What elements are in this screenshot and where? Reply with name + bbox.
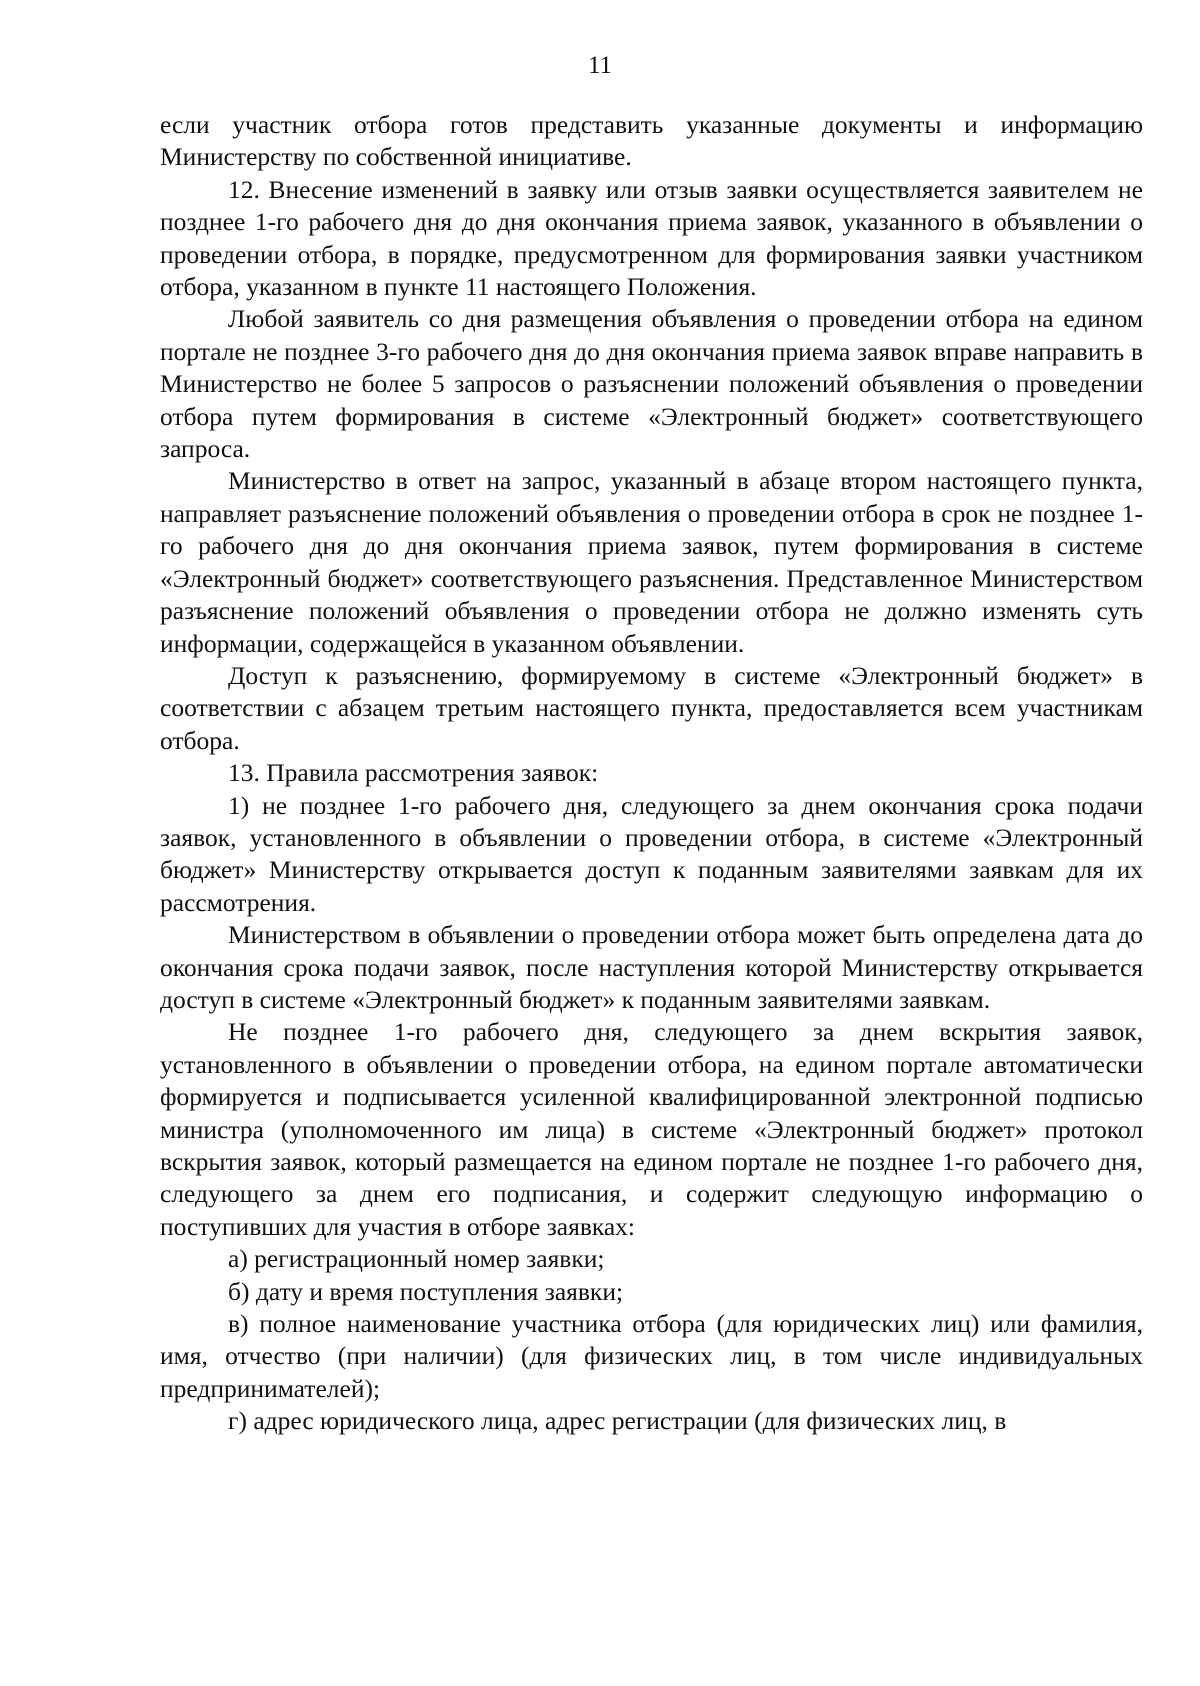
document-body: [160, 109, 1143, 1438]
paragraph-item-12: 12. Внесение изменений в заявку или отзыв заявки осуществляется заявителем не позднее 1-го рабочего дня до дня окончания приема заявок, указанного в объявлении о проведении отбора, в порядке, предусмотренном для формирования заявки участником отбора, указанном в пункте 11 настоящего Положения.: [160, 174, 1143, 302]
paragraph-continuation: если участник отбора готов представить указанные документы и информацию Министерству по собственной инициативе.: [160, 110, 1143, 172]
paragraph-subitem-1: 1) не позднее 1-го рабочего дня, следующего за днем окончания срока подачи заявок, установленного в объявлении о проведении отбора, в системе «Электронный бюджет» Министерству открывается доступ к поданным заявителями заявкам для их рассмотрения.: [160, 790, 1143, 917]
paragraph-clarification-request: Любой заявитель со дня размещения объявления о проведении отбора на едином портале не позднее 3-го рабочего дня до дня окончания приема заявок вправе направить в Министерство не более 5 запросов о разъяснении положений объявления о проведении отбора путем формирования в системе «Электронный бюджет» соответствующего запроса.: [160, 304, 1143, 464]
paragraph-opening-protocol: Не позднее 1-го рабочего дня, следующего за днем вскрытия заявок, установленного в объявлении о проведении отбора, на едином портале автоматически формируется и подписывается усиленной квалифицированной электронной подписью министра (уполномоченного им лица) в системе «Электронный бюджет» протокол вскрытия заявок, который размещается на едином портале не позднее 1-го рабочего дня, следующего за днем его подписания, и содержит следующую информацию о поступивших для участия в отборе заявках:: [160, 1017, 1143, 1241]
paragraph-clarification-access: Доступ к разъяснению, формируемому в системе «Электронный бюджет» в соответствии с абзацем третьим настоящего пункта, предоставляется всем участникам отбора.: [160, 660, 1143, 755]
page-number: 11: [587, 52, 613, 79]
paragraph-item-13-heading: 13. Правила рассмотрения заявок:: [228, 758, 599, 788]
list-item-a: а) регистрационный номер заявки;: [228, 1244, 605, 1274]
list-item-v: в) полное наименование участника отбора (для юридических лиц) или фамилия, имя, отчество (при наличии) (для физических лиц, в том числе индивидуальных предпринимателей);: [160, 1309, 1143, 1403]
paragraph-access-date: Министерством в объявлении о проведении отбора может быть определена дата до окончания срока подачи заявок, после наступления которой Министерству открывается доступ в системе «Электронный бюджет» к поданным заявителями заявкам.: [160, 920, 1143, 1014]
list-item-b: б) дату и время поступления заявки;: [228, 1276, 624, 1306]
list-item-g: г) адрес юридического лица, адрес регистрации (для физических лиц, в: [228, 1406, 1007, 1436]
paragraph-clarification-response: Министерство в ответ на запрос, указанный в абзаце втором настоящего пункта, направляет разъяснение положений объявления о проведении отбора в срок не позднее 1-го рабочего дня до дня окончания приема заявок, путем формирования в системе «Электронный бюджет» соответствующего разъяснения. Представленное Министерством разъяснение положений объявления о проведении отбора не должно изменять суть информации, содержащейся в указанном объявлении.: [160, 466, 1143, 658]
